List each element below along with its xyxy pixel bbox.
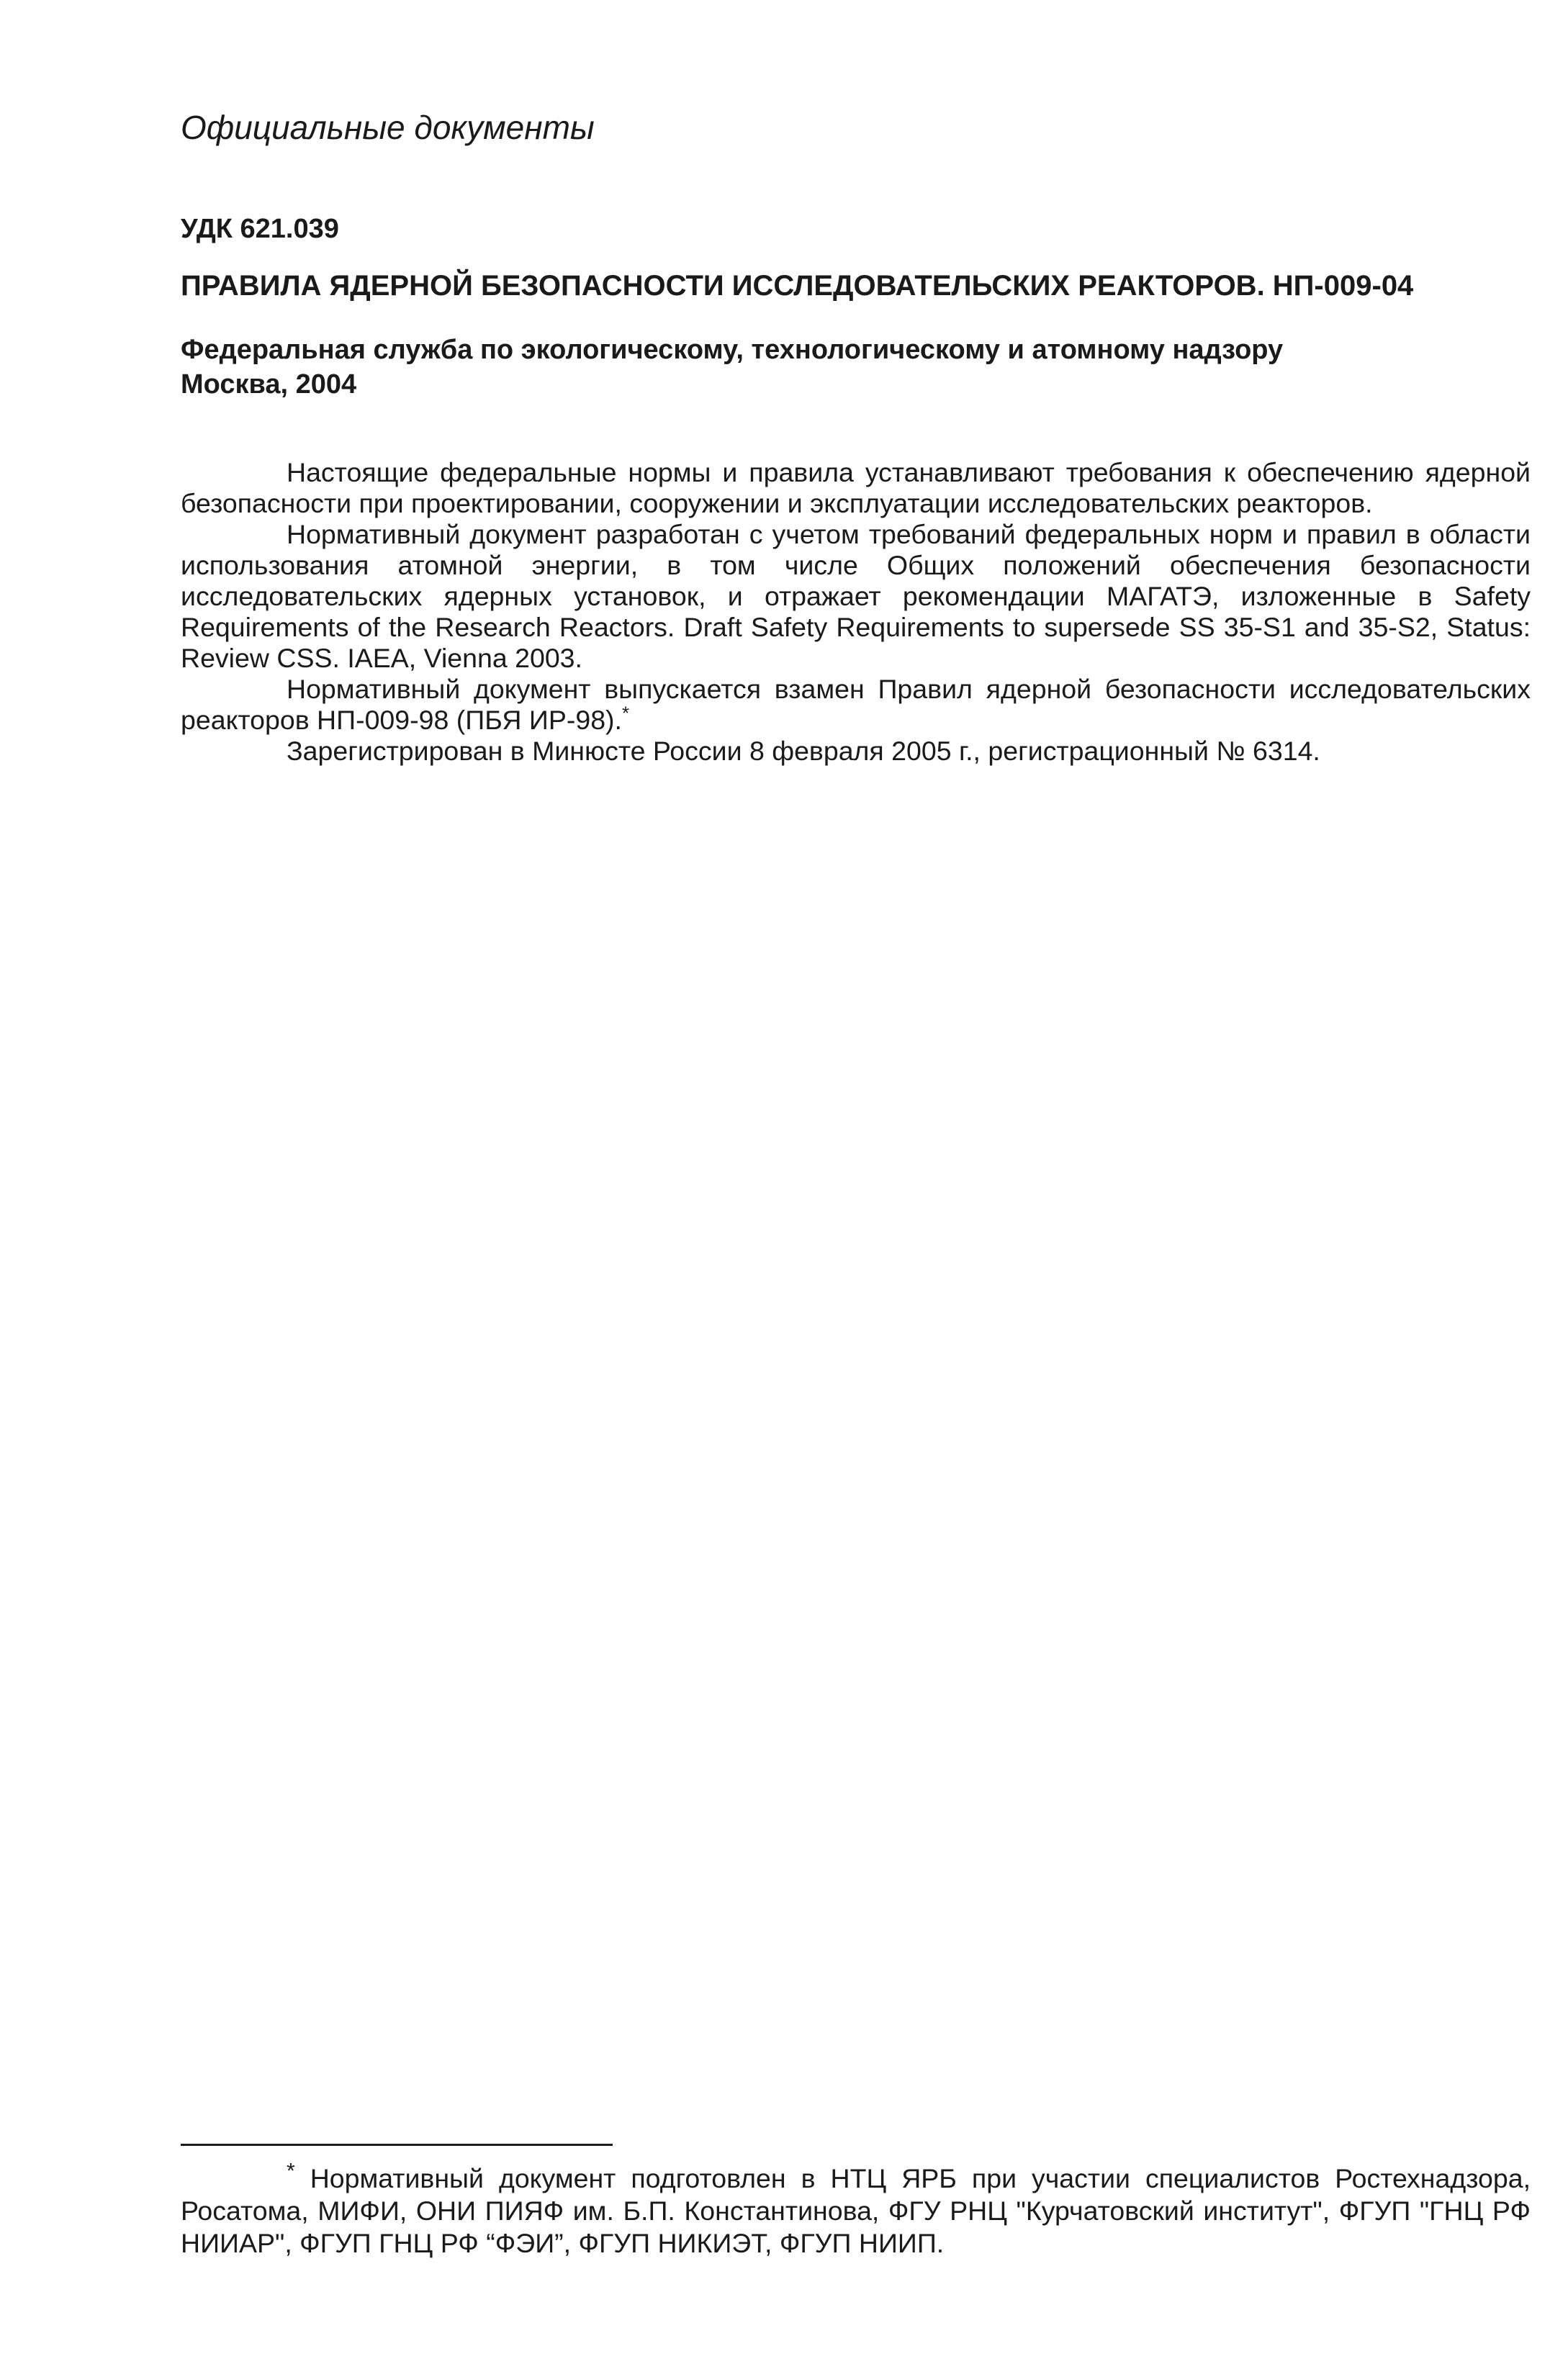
body-paragraph-3-text: Нормативный документ выпускается взамен Правил ядерной безопасности исследовательских реакторов НП-009-98 (ПБЯ ИР-98).: [181, 674, 1531, 735]
footnote-paragraph: [181, 2159, 1531, 2260]
body-paragraph-2: Нормативный документ разработан с учетом требований федеральных норм и правил в области использования атомной энергии, в том числе Общих положений обеспечения безопасности исследовательских ядерных установок, и отражает рекомендации МАГАТЭ, изложенные в Safety Requirements of the Research Reactors. Draft Safety Requirements to supersede SS 35-S1 and 35-S2, Status: Review CSS. IAEA, Vienna 2003.: [181, 519, 1531, 673]
footnote: [181, 2159, 1531, 2260]
document-body: [181, 457, 1531, 767]
body-paragraph-1: Настоящие федеральные нормы и правила устанавливают требования к обеспечению ядерной безопасности при проектировании, сооружении и эксплуатации исследовательских реакторов.: [181, 457, 1531, 518]
issuer-agency: Федеральная служба по экологическому, технологическому и атомному надзору: [181, 335, 1284, 365]
footnote-mark: *: [287, 2159, 295, 2183]
issuer-block: [181, 333, 1283, 402]
footnote-divider: [181, 2144, 613, 2146]
body-paragraph-3: [181, 674, 1531, 736]
udk-code: УДК 621.039: [181, 214, 339, 244]
issuer-place-year: Москва, 2004: [181, 369, 357, 400]
document-title: ПРАВИЛА ЯДЕРНОЙ БЕЗОПАСНОСТИ ИССЛЕДОВАТЕЛЬСКИХ РЕАКТОРОВ. НП-009-04: [181, 270, 1414, 302]
footnote-text: Нормативный документ подготовлен в НТЦ ЯРБ при участии специалистов Ростехнадзора, Росатома, МИФИ, ОНИ ПИЯФ им. Б.П. Константинова, ФГУ РНЦ "Курчатовский институт", ФГУП "ГНЦ РФ НИИАР", ФГУП ГНЦ РФ “ФЭИ”, ФГУП НИКИЭТ, ФГУП НИИП.: [181, 2163, 1531, 2258]
running-header: Официальные документы: [181, 109, 595, 146]
footnote-reference-mark: *: [621, 702, 630, 724]
body-paragraph-4: Зарегистрирован в Минюсте России 8 февраля 2005 г., регистрационный № 6314.: [287, 736, 1320, 766]
